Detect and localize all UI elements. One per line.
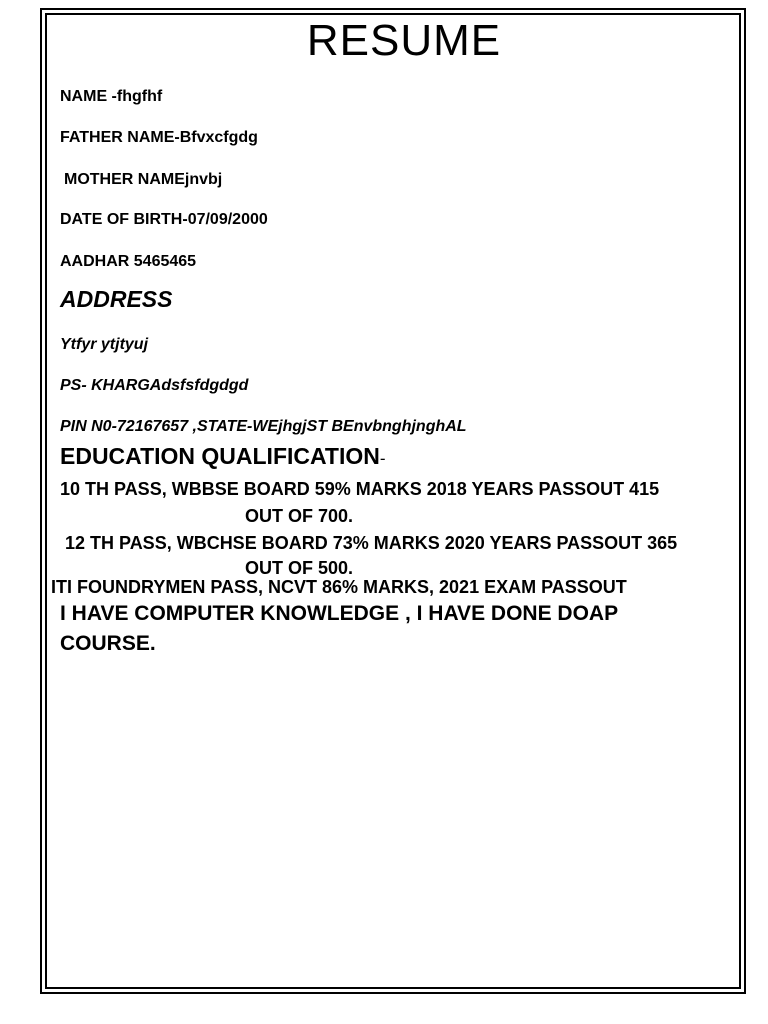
dob-field: DATE OF BIRTH-07/09/2000 — [60, 211, 268, 228]
education-heading-row — [60, 443, 386, 470]
skills-line-2: COURSE. — [60, 632, 156, 655]
address-heading: ADDRESS — [60, 286, 173, 312]
page-border-inner — [45, 13, 741, 989]
education-item-2-line-2: OUT OF 500. — [245, 558, 354, 578]
education-item-2-line-1: 12 TH PASS, WBCHSE BOARD 73% MARKS 2020 YEARS PASSOUT 365 — [65, 533, 678, 553]
address-line-3: PIN N0-72167657 ,STATE-WEjhgjST BEnvbnghjnghAL — [60, 418, 467, 435]
father-name-field: FATHER NAME-Bfvxcfgdg — [60, 129, 258, 146]
education-item-1-line-2: OUT OF 700. — [245, 506, 354, 526]
name-field: NAME -fhgfhf — [60, 88, 163, 105]
resume-title: RESUME — [306, 16, 502, 65]
education-heading-dash: - — [379, 449, 386, 468]
address-line-2: PS- KHARGAdsfsfdgdgd — [60, 377, 249, 394]
skills-line-1: I HAVE COMPUTER KNOWLEDGE , I HAVE DONE DOAP — [60, 602, 619, 625]
education-heading: EDUCATION QUALIFICATION — [60, 443, 380, 469]
mother-name-field: MOTHER NAMEjnvbj — [64, 171, 223, 188]
aadhar-field: AADHAR 5465465 — [60, 253, 197, 270]
education-item-3: ITI FOUNDRYMEN PASS, NCVT 86% MARKS, 2021 EXAM PASSOUT — [51, 577, 627, 597]
education-item-1-line-1: 10 TH PASS, WBBSE BOARD 59% MARKS 2018 YEARS PASSOUT 415 — [60, 479, 660, 499]
address-line-1: Ytfyr ytjtyuj — [60, 336, 149, 353]
